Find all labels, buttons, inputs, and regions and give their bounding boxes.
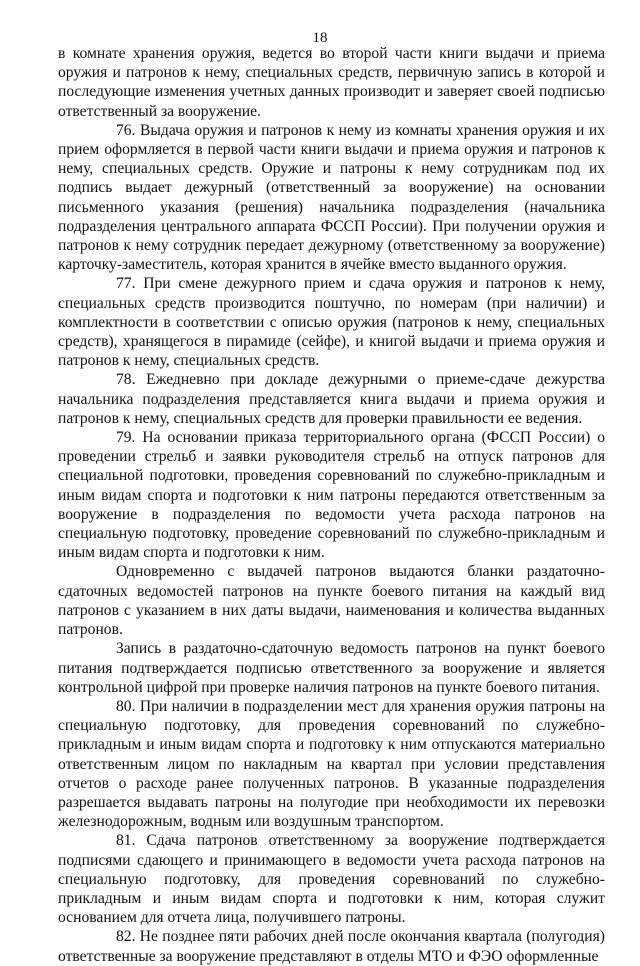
paragraph-77: 77. При смене дежурного прием и сдача оружия и патронов к нему, специальных средств производится поштучно, по номерам (при наличии) и комплектности в соответствии с описью оружия (патронов к нему, специальных средств), хранящегося в пирамиде (сейфе), и книгой выдачи и приема оружия и патронов к нему, специальных средств. <box>58 275 605 370</box>
paragraph-82: 82. Не позднее пяти рабочих дней после окончания квартала (полугодия) ответственные за вооружение представляют в отделы МТО и ФЭО оформленные <box>58 928 605 965</box>
paragraph-79-record: Запись в раздаточно-сдаточную ведомость патронов на пункт боевого питания подтверждается подписью ответственного за вооружение и является контрольной цифрой при проверке наличия патронов на пункте боевого питания. <box>58 640 605 696</box>
paragraph-79: 79. На основании приказа территориального органа (ФССП России) о проведении стрельб и заявки руководителя стрельб на отпуск патронов для специальной подготовки, проведения соревнований по служебно-прикладным и иным видам спорта и подготовки к ним патроны передаются ответственным за вооружение в подразделения по ведомости учета расхода патронов на специальную подготовку, проведение соревнований по служебно-прикладным и иным видам спорта и подготовки к ним. <box>58 429 605 562</box>
paragraph-79-issue-forms: Одновременно с выдачей патронов выдаются бланки раздаточно-сдаточных ведомостей патронов на пункте боевого питания на каждый вид патронов с указанием в них даты выдачи, наименования и количества выданных патронов. <box>58 563 605 639</box>
paragraph-78: 78. Ежедневно при докладе дежурными о приеме-сдаче дежурства начальника подразделения представляется книга выдачи и приема оружия и патронов к нему, специальных средств для проверки правильности ее ведения. <box>58 371 605 427</box>
page-number: 18 <box>312 30 328 46</box>
paragraph-81: 81. Сдача патронов ответственному за вооружение подтверждается подписями сдающего и принимающего в ведомости учета расхода патронов на специальную подготовку, для проведения соревнований по служебно-прикладным и иным видам спорта и подготовки к ним, которая служит основанием для отчета лица, получившего патроны. <box>58 832 605 927</box>
paragraph-76: 76. Выдача оружия и патронов к нему из комнаты хранения оружия и их прием оформляется в первой части книги выдачи и приема оружия и патронов к нему, специальных средств. Оружие и патроны к нему сотрудникам под их подпись выдает дежурный (ответственный за вооружение) на основании письменного указания (решения) начальника подразделения (начальника подразделения центрального аппарата ФССП России). При получении оружия и патронов к нему сотрудник передает дежурному (ответственному за вооружение) карточку-заместитель, которая хранится в ячейке вместо выданного оружия. <box>58 121 605 274</box>
paragraph-80: 80. При наличии в подразделении мест для хранения оружия патроны на специальную подготовку, для проведения соревнований по служебно-прикладным и иным видам спорта и подготовку к ним отпускаются материально ответственным лицом по накладным на квартал при условии представления отчетов о расходе ранее полученных патронов. В указанные подразделения разрешается выдавать патроны на полугодие при необходимости их перевозки железнодорожным, водным или воздушным транспортом. <box>58 697 605 831</box>
paragraph-continuation: в комнате хранения оружия, ведется во второй части книги выдачи и приема оружия и патронов к нему, специальных средств, первичную запись в которой и последующие изменения учетных данных производит и заверяет своей подписью ответственный за вооружение. <box>58 45 605 120</box>
document-body <box>58 44 605 966</box>
